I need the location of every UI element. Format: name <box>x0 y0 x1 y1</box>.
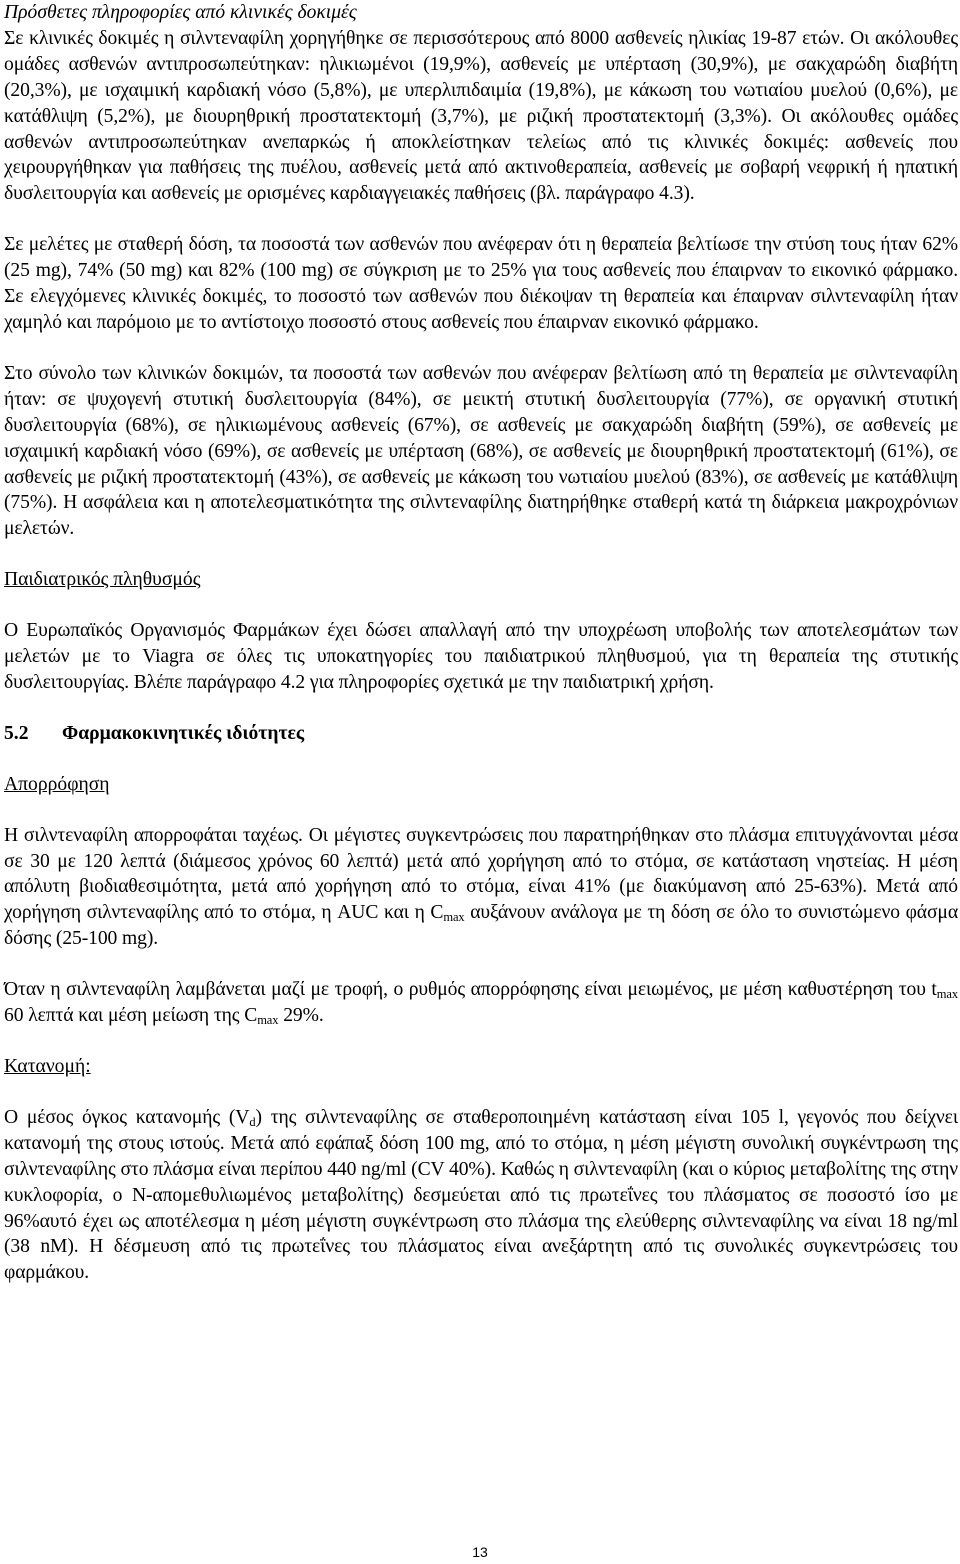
overall-results-paragraph: Στο σύνολο των κλινικών δοκιμών, τα ποσοστά των ασθενών που ανέφεραν βελτίωση από τη θεραπεία με σιλντεναφίλη ήταν: σε ψυχογενή στυτική δυσλειτουργία (84%), σε μεικτή στυτική δυσλειτουργία (77%), σε οργανική στυτική δυσλειτουργία (68%), σε ηλικιωμένους ασθενείς (67%), σε ασθενείς με σακχαρώδη διαβήτη (59%), σε ασθενείς με ισχαιμική καρδιακή νόσο (69%), σε ασθενείς με υπέρταση (68%), σε ασθενείς με διουρηθρική προστατεκτομή (61%), σε ασθενείς με ριζική προστατεκτομή (43%), σε ασθενείς με κάκωση του νωτιαίου μυελού (83%), σε ασθενείς με κατάθλιψη (75%). Η ασφάλεια και η αποτελεσματικότητα της σιλντεναφίλης διατηρήθηκε σταθερή κατά τη διάρκεια μακροχρόνιων μελετών. <box>4 362 958 540</box>
spacer <box>4 747 958 772</box>
spacer <box>4 1029 958 1054</box>
pediatric-paragraph: Ο Ευρωπαϊκός Οργανισμός Φαρμάκων έχει δώσει απαλλαγή από την υποχρέωση υποβολής των αποτελεσμάτων των μελετών με το Viagra σε όλες τις υποκατηγορίες του παιδιατρικού πληθυσμού, για τη θεραπεία της στυτικής δυσλειτουργίας. Βλέπε παράγραφο 4.2 για πληροφορίες σχετικά με την παιδιατρική χρήση. <box>4 620 958 693</box>
document-page <box>4 0 958 1286</box>
spacer <box>4 542 958 567</box>
cmax-subscript: max <box>257 1013 279 1028</box>
distribution-paragraph <box>4 1105 958 1286</box>
vd-subscript: d <box>249 1114 256 1129</box>
distribution-text: Ο μέσος όγκος κατανομής (V <box>4 1106 250 1128</box>
section-title: Φαρμακοκινητικές ιδιότητες <box>62 722 305 744</box>
food-effect-paragraph <box>4 977 958 1029</box>
spacer <box>4 336 958 361</box>
spacer <box>4 952 958 977</box>
page-number: 13 <box>472 1544 488 1560</box>
food-text-end: 29%. <box>278 1005 324 1027</box>
absorption-text-end: αυξάνουν ανάλογα με τη δόση σε όλο το συνιστώμενο φάσμα δόσης (25-100 mg). <box>4 902 958 950</box>
spacer <box>4 1080 958 1105</box>
cmax-subscript: max <box>443 910 465 925</box>
food-text-mid: 60 λεπτά και μέση μείωση της C <box>4 1005 258 1027</box>
spacer <box>4 798 958 823</box>
clinical-trials-heading: Πρόσθετες πληροφορίες από κλινικές δοκιμές <box>4 2 357 23</box>
tmax-subscript: max <box>936 987 958 1002</box>
absorption-heading: Απορρόφηση <box>4 773 110 795</box>
fixed-dose-paragraph: Σε μελέτες με σταθερή δόση, τα ποσοστά των ασθενών που ανέφεραν ότι η θεραπεία βελτίωσε την στύση τους ήταν 62% (25 mg), 74% (50 mg) και 82% (100 mg) σε σύγκριση με το 25% για τους ασθενείς που έπαιρναν το εικονικό φάρμακο. Σε ελεγχόμενες κλινικές δοκιμές, το ποσοστό των ασθενών που διέκοψαν τη θεραπεία και έπαιρναν σιλντεναφίλη ήταν χαμηλό και παρόμοιο με το αντίστοιχο ποσοστό στους ασθενείς που έπαιρναν εικονικό φάρμακο. <box>4 234 958 333</box>
pediatric-heading: Παιδιατρικός πληθυσμός <box>4 569 201 591</box>
distribution-heading: Κατανομή: <box>4 1056 91 1077</box>
spacer <box>4 593 958 618</box>
distribution-text-end: ) της σιλντεναφίλης σε σταθεροποιημένη κατάσταση είναι 105 l, γεγονός που δείχνει κατανομή της στους ιστούς. Μετά από εφάπαξ δόση 100 mg, από το στόμα, η μέση μέγιστη συνολική συγκέντρωση της σιλντεναφίλης στο πλάσμα είναι περίπου 440 ng/ml (CV 40%). Καθώς η σιλντεναφίλη (και ο κύριος μεταβολίτης της στην κυκλοφορία, ο N-απομεθυλιωμένος μεταβολίτης) δεσμεύεται από τις πρωτεΐνες του πλάσματος σε ποσοστό ίσο με 96%αυτό έχει ως αποτέλεσμα η μέση μέγιστη συγκέντρωση στο πλάσμα της ελεύθερης σιλντεναφίλης να είναι 18 ng/ml (38 nM). Η δέσμευση από τις πρωτεΐνες του πλάσματος είναι ανεξάρτητη από τις συνολικές συγκεντρώσεις του φαρμάκου. <box>4 1106 958 1284</box>
spacer <box>4 207 958 232</box>
absorption-paragraph <box>4 823 958 953</box>
spacer <box>4 696 958 721</box>
section-heading <box>4 721 958 747</box>
food-text: Όταν η σιλντεναφίλη λαμβάνεται μαζί με τροφή, ο ρυθμός απορρόφησης είναι μειωμένος, με μέση καθυστέρηση του t <box>4 979 937 1001</box>
absorption-text: Η σιλντεναφίλη απορροφάται ταχέως. Οι μέγιστες συγκεντρώσεις που παρατηρήθηκαν στο πλάσμα επιτυγχάνονται μέσα σε 30 με 120 λεπτά (διάμεσος χρόνος 60 λεπτά) μετά από χορήγηση από το στόμα, σε κατάσταση νηστείας. Η μέση απόλυτη βιοδιαθεσιμότητα, μετά από χορήγηση από το στόμα, είναι 41% (με διακύμανση από 25-63%). Μετά από χορήγηση σιλντεναφίλης από το στόμα, η AUC και η C <box>4 824 958 924</box>
section-number: 5.2 <box>4 722 29 744</box>
clinical-trials-paragraph: Σε κλινικές δοκιμές η σιλντεναφίλη χορηγήθηκε σε περισσότερους από 8000 ασθενείς ηλικίας 19-87 ετών. Οι ακόλουθες ομάδες ασθενών αντιπροσωπεύτηκαν: ηλικιωμένοι (19,9%), ασθενείς με υπέρταση (30,9%), με σακχαρώδη διαβήτη (20,3%), με ισχαιμική καρδιακή νόσο (5,8%), με υπερλιπιδαιμία (19,8%), με κάκωση του νωτιαίου μυελού (0,6%), με κατάθλιψη (5,2%), με διουρηθρική προστατεκτομή (3,7%), με ριζική προστατεκτομή (3,3%). Οι ακόλουθες ομάδες ασθενών αντιπροσωπεύτηκαν ανεπαρκώς ή αποκλείστηκαν τελείως από τις κλινικές δοκιμές: ασθενείς που χειρουργήθηκαν για παθήσεις της πυέλου, ασθενείς μετά από ακτινοθεραπεία, ασθενείς με σοβαρή νεφρική ή ηπατική δυσλειτουργία και ασθενείς με ορισμένες καρδιαγγειακές παθήσεις (βλ. παράγραφο 4.3). <box>4 27 958 205</box>
